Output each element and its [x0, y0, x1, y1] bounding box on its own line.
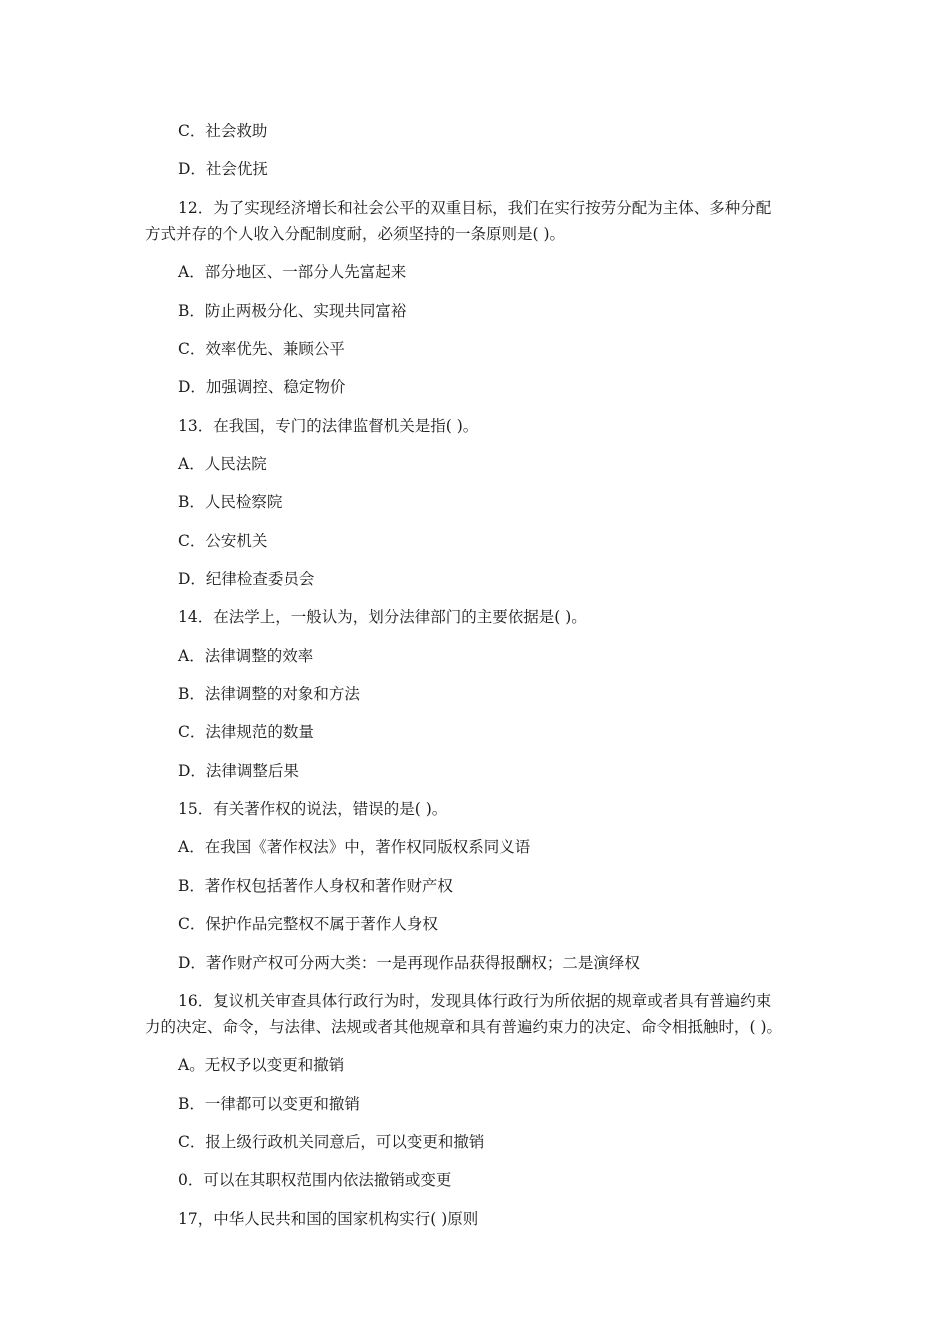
option-line: B．著作权包括著作人身权和著作财产权 — [178, 877, 453, 895]
option-line: A．在我国《著作权法》中，著作权同版权系同义语 — [178, 838, 531, 856]
option-line: 0．可以在其职权范围内依法撤销或变更 — [178, 1171, 452, 1189]
question-line: 15．有关著作权的说法，错误的是( )。 — [178, 800, 448, 818]
option-line: C．社会救助 — [178, 122, 268, 140]
question-line: 17，中华人民共和国的国家机构实行( )原则 — [178, 1210, 479, 1228]
question-line: 16．复议机关审查具体行政行为时，发现具体行政行为所依据的规章或者具有普遍约束 — [178, 992, 772, 1010]
option-line: B．防止两极分化、实现共同富裕 — [178, 302, 407, 320]
option-line: C．保护作品完整权不属于著作人身权 — [178, 915, 438, 933]
option-line: D．加强调控、稳定物价 — [178, 378, 346, 396]
option-line: B．人民检察院 — [178, 493, 283, 511]
option-line: D．纪律检查委员会 — [178, 570, 315, 588]
option-line: C．报上级行政机关同意后，可以变更和撤销 — [178, 1133, 485, 1151]
option-line: B．法律调整的对象和方法 — [178, 685, 360, 703]
option-line: B．一律都可以变更和撤销 — [178, 1095, 360, 1113]
question-line: 13．在我国，专门的法律监督机关是指( )。 — [178, 417, 479, 435]
question-continuation: 力的决定、命令，与法律、法规或者其他规章和具有普遍约束力的决定、命令相抵触时，( )。 — [145, 1018, 783, 1036]
option-line: D．著作财产权可分两大类：一是再现作品获得报酬权；二是演绎权 — [178, 954, 640, 972]
option-line: C．效率优先、兼顾公平 — [178, 340, 345, 358]
option-line: A．部分地区、一部分人先富起来 — [178, 263, 407, 281]
option-line: A。无权予以变更和撤销 — [178, 1056, 345, 1074]
option-line: A．人民法院 — [178, 455, 267, 473]
question-continuation: 方式并存的个人收入分配制度耐，必须坚持的一条原则是( )。 — [145, 225, 566, 243]
option-line: D．法律调整后果 — [178, 762, 299, 780]
question-line: 14．在法学上，一般认为，划分法律部门的主要依据是( )。 — [178, 608, 587, 626]
question-line: 12．为了实现经济增长和社会公平的双重目标，我们在实行按劳分配为主体、多种分配 — [178, 199, 772, 217]
option-line: A．法律调整的效率 — [178, 647, 314, 665]
option-line: D．社会优抚 — [178, 160, 268, 178]
option-line: C．公安机关 — [178, 532, 268, 550]
option-line: C．法律规范的数量 — [178, 723, 314, 741]
